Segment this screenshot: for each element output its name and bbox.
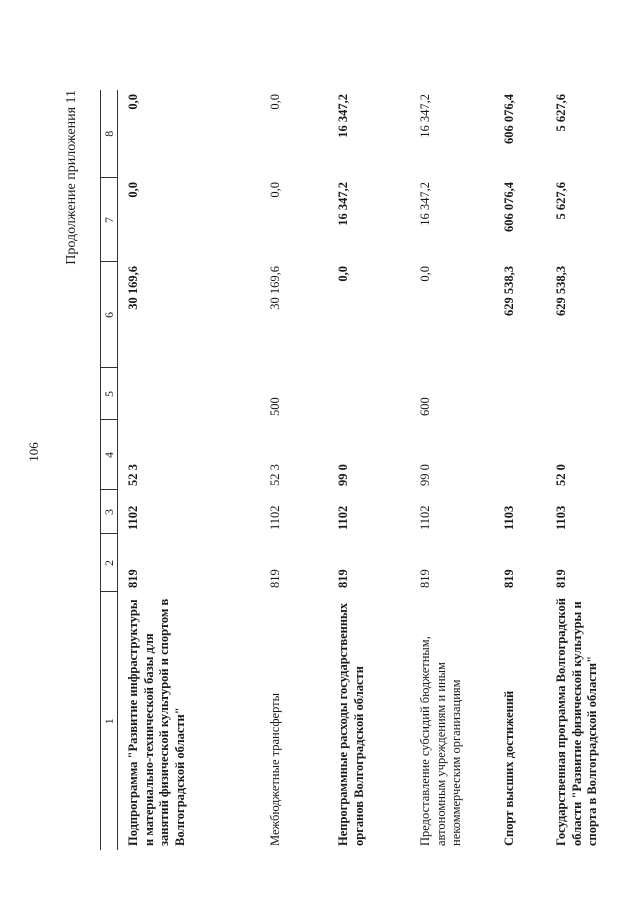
row-name: Подпрограмма "Развитие инфраструктуры и материально-технической базы для занятий физической культурой и спортом в Волгоградской области"	[126, 598, 187, 846]
cell-section: 1103	[554, 505, 568, 530]
cell-target: 52 3	[126, 464, 140, 486]
cell-ministry: 819	[126, 569, 140, 588]
cell-expense-type	[328, 368, 410, 420]
row-name: Государственная программа Волгоградской области "Развитие физической культуры и спорта в Волгоградской области"	[554, 598, 600, 846]
cell-amount-1: 0,0	[336, 266, 350, 282]
cell-section: 1103	[502, 505, 516, 530]
cell-ministry: 819	[336, 569, 350, 588]
table-row	[494, 90, 546, 850]
table-header-row	[101, 90, 118, 850]
cell-target: 52 3	[268, 464, 282, 486]
cell-expense-type	[118, 368, 261, 420]
table-row	[328, 90, 410, 850]
column-header: 3	[101, 490, 118, 534]
cell-amount-1: 0,0	[418, 266, 432, 282]
cell-target: 99 0	[418, 464, 432, 486]
page-number: 106	[26, 442, 41, 462]
cell-ministry: 819	[502, 569, 516, 588]
cell-ministry: 819	[554, 569, 568, 588]
column-header: 7	[101, 178, 118, 262]
column-header: 5	[101, 368, 118, 420]
cell-amount-3: 5 627,6	[554, 94, 568, 132]
cell-amount-3: 0,0	[126, 94, 140, 110]
cell-amount-2: 16 347,2	[336, 182, 350, 226]
row-name: Предоставление субсидий бюджетным, автономным учреждениям и иным некоммерческим организациям	[418, 636, 464, 846]
cell-amount-3: 16 347,2	[418, 94, 432, 138]
cell-target	[494, 420, 546, 490]
column-header: 1	[101, 592, 118, 850]
budget-table	[100, 90, 628, 850]
table-row	[118, 90, 261, 850]
cell-ministry: 819	[268, 569, 282, 588]
column-header: 8	[101, 90, 118, 178]
cell-amount-1: 30 169,6	[126, 266, 140, 310]
cell-expense-type: 600	[418, 397, 432, 416]
cell-expense-type	[546, 368, 628, 420]
column-header: 2	[101, 534, 118, 592]
cell-amount-1: 629 538,3	[554, 266, 568, 316]
cell-amount-1: 30 169,6	[268, 266, 282, 310]
cell-amount-2: 0,0	[268, 182, 282, 198]
cell-amount-3: 16 347,2	[336, 94, 350, 138]
table-row	[546, 90, 628, 850]
cell-amount-2: 16 347,2	[418, 182, 432, 226]
cell-section: 1102	[126, 505, 140, 530]
table-row	[260, 90, 328, 850]
column-header: 6	[101, 262, 118, 368]
cell-expense-type	[494, 368, 546, 420]
cell-amount-3: 0,0	[268, 94, 282, 110]
cell-section: 1102	[268, 505, 282, 530]
row-name: Непрограммные расходы государственных органов Волгоградской области	[336, 602, 366, 846]
cell-section: 1102	[336, 505, 350, 530]
cell-amount-2: 606 076,4	[502, 182, 516, 232]
cell-amount-3: 606 076,4	[502, 94, 516, 144]
appendix-label: Продолжение приложения 11	[64, 90, 79, 265]
rotated-page-content	[64, 90, 600, 850]
cell-amount-1: 629 538,3	[502, 266, 516, 316]
table-row	[410, 90, 494, 850]
column-header: 4	[101, 420, 118, 490]
cell-amount-2: 0,0	[126, 182, 140, 198]
cell-section: 1102	[418, 505, 432, 530]
cell-target: 52 0	[554, 464, 568, 486]
row-name: Межбюджетные трансферты	[268, 692, 282, 846]
row-name: Спорт высших достижений	[502, 690, 516, 846]
cell-target: 99 0	[336, 464, 350, 486]
cell-amount-2: 5 627,6	[554, 182, 568, 220]
cell-ministry: 819	[418, 569, 432, 588]
cell-expense-type: 500	[268, 397, 282, 416]
